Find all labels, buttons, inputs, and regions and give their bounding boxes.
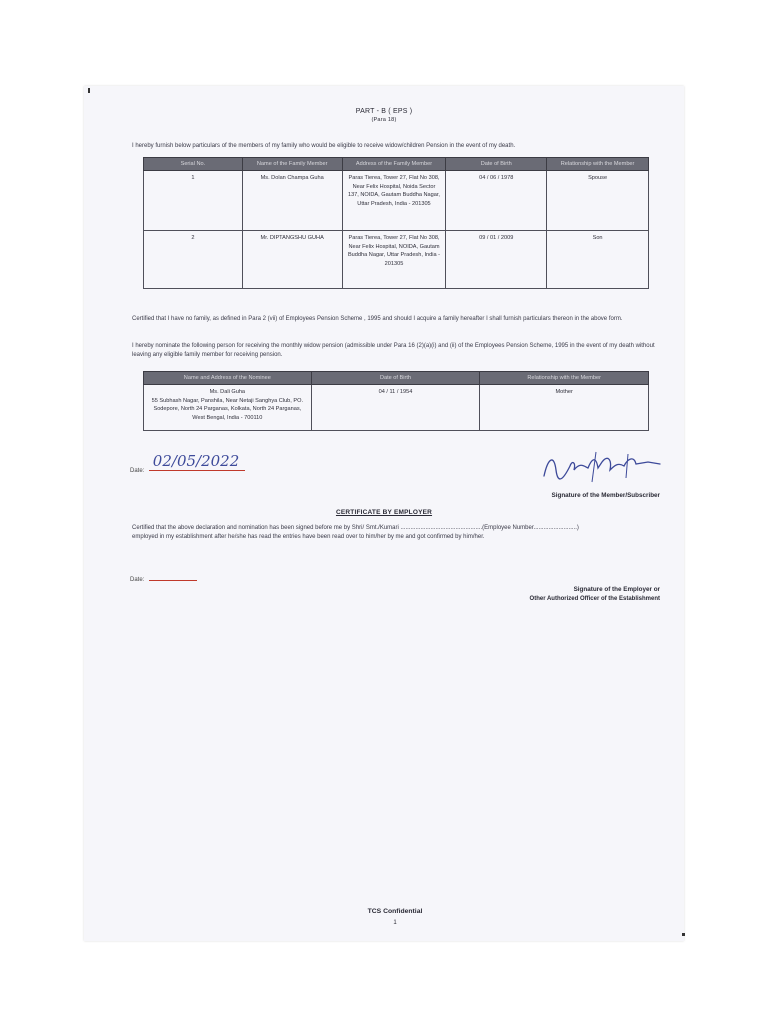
nominee-relationship-cell: Mother (480, 385, 649, 431)
nominee-table-header-row (144, 372, 649, 385)
no-family-statement: Certified that I have no family, as defined in Para 2 (vii) of Employees Pension Scheme , 1995 and should I acquire a family hereafter I shall furnish particulars thereon in the above form. (132, 316, 623, 322)
nominee-name-address-cell (144, 385, 312, 431)
table-row (144, 385, 649, 431)
handwritten-date: 02/05/2022 (149, 452, 245, 471)
table-row (144, 231, 649, 289)
header-nominee-relationship: Relationship with the Member (480, 372, 649, 385)
dob-cell: 09 / 01 / 2009 (446, 231, 547, 289)
nomination-statement: I hereby nominate the following person for receiving the monthly widow pension (admissible under Para 16 (2)(a)(i) and (ii) of the Employees Pension Scheme, 1995 in the event of my death without leaving any eligible family member for receiving pension. (132, 343, 655, 358)
name-cell: Mr. DIPTANGSHU GUHA (242, 231, 342, 289)
serial-cell: 1 (144, 171, 243, 231)
header-date-of-birth: Date of Birth (446, 158, 547, 171)
member-signature-scribble (536, 448, 666, 488)
relationship-cell: Son (547, 231, 649, 289)
employer-certificate-line-1: Certified that the above declaration and nomination has been signed before me by Shri/ Smt./Kumari .................................................(Employee Number..........................) (132, 525, 579, 531)
header-nominee-dob: Date of Birth (311, 372, 480, 385)
employer-certificate-heading: CERTIFICATE BY EMPLOYER (335, 509, 433, 516)
name-cell: Ms. Dolan Champa Guha (242, 171, 342, 231)
nominee-dob-cell: 04 / 11 / 1954 (311, 385, 480, 431)
header-serial-no: Serial No. (144, 158, 243, 171)
part-title: PART - B ( EPS ) (355, 108, 413, 115)
page-number: 1 (393, 920, 397, 926)
nominee-table (143, 371, 649, 431)
employer-certificate-line-2: employed in my establishment after he/she has read the entries have been read over to him/her by me and got confirmed by him/her. (132, 534, 485, 540)
scan-mark (88, 88, 90, 93)
document-page (84, 86, 684, 941)
table-row (144, 171, 649, 231)
employer-signature-line-2: Other Authorized Officer of the Establishment (529, 596, 660, 602)
dob-cell: 04 / 06 / 1978 (446, 171, 547, 231)
employer-date-field (130, 568, 197, 586)
member-signature-caption: Signature of the Member/Subscriber (551, 492, 660, 499)
family-table-header-row (144, 158, 649, 171)
employer-signature-line-1: Signature of the Employer or (573, 586, 660, 593)
header-family-member-name: Name of the Family Member (242, 158, 342, 171)
header-nominee-name-address: Name and Address of the Nominee (144, 372, 312, 385)
header-relationship: Relationship with the Member (547, 158, 649, 171)
nominee-name: Ms. Dali Guha (209, 389, 246, 395)
address-cell: Paras Tierea, Tower 27, Flat No 308, Near Felix Hospital, NOIDA, Gautam Buddha Nagar, Uttar Pradesh, India - 201305 (342, 231, 446, 289)
nominee-address: 55 Subhash Nagar, Panshila, Near Netaji Sanghya Club, PO. Sodepore, North 24 Parganas, Kolkata, North 24 Parganas, West Bengal, India - 700110 (151, 397, 304, 421)
family-intro-text: I hereby furnish below particulars of the members of my family who would be eligible to receive widow/children Pension in the event of my death. (132, 143, 516, 149)
date-label: Date: (130, 468, 145, 474)
date-blank (149, 574, 197, 581)
scan-mark (682, 933, 685, 936)
relationship-cell: Spouse (547, 171, 649, 231)
para-reference: (Para 18) (371, 117, 397, 123)
address-cell: Paras Tierea, Tower 27, Flat No 308, Near Felix Hospital, Noida Sector 137, NOIDA, Gautam Buddha Nagar, Uttar Pradesh, India - 201305 (342, 171, 446, 231)
confidential-footer: TCS Confidential (367, 908, 423, 915)
member-date-field (130, 452, 245, 477)
date-label: Date: (130, 577, 145, 583)
serial-cell: 2 (144, 231, 243, 289)
family-members-table (143, 157, 649, 289)
header-family-member-address: Address of the Family Member (342, 158, 446, 171)
